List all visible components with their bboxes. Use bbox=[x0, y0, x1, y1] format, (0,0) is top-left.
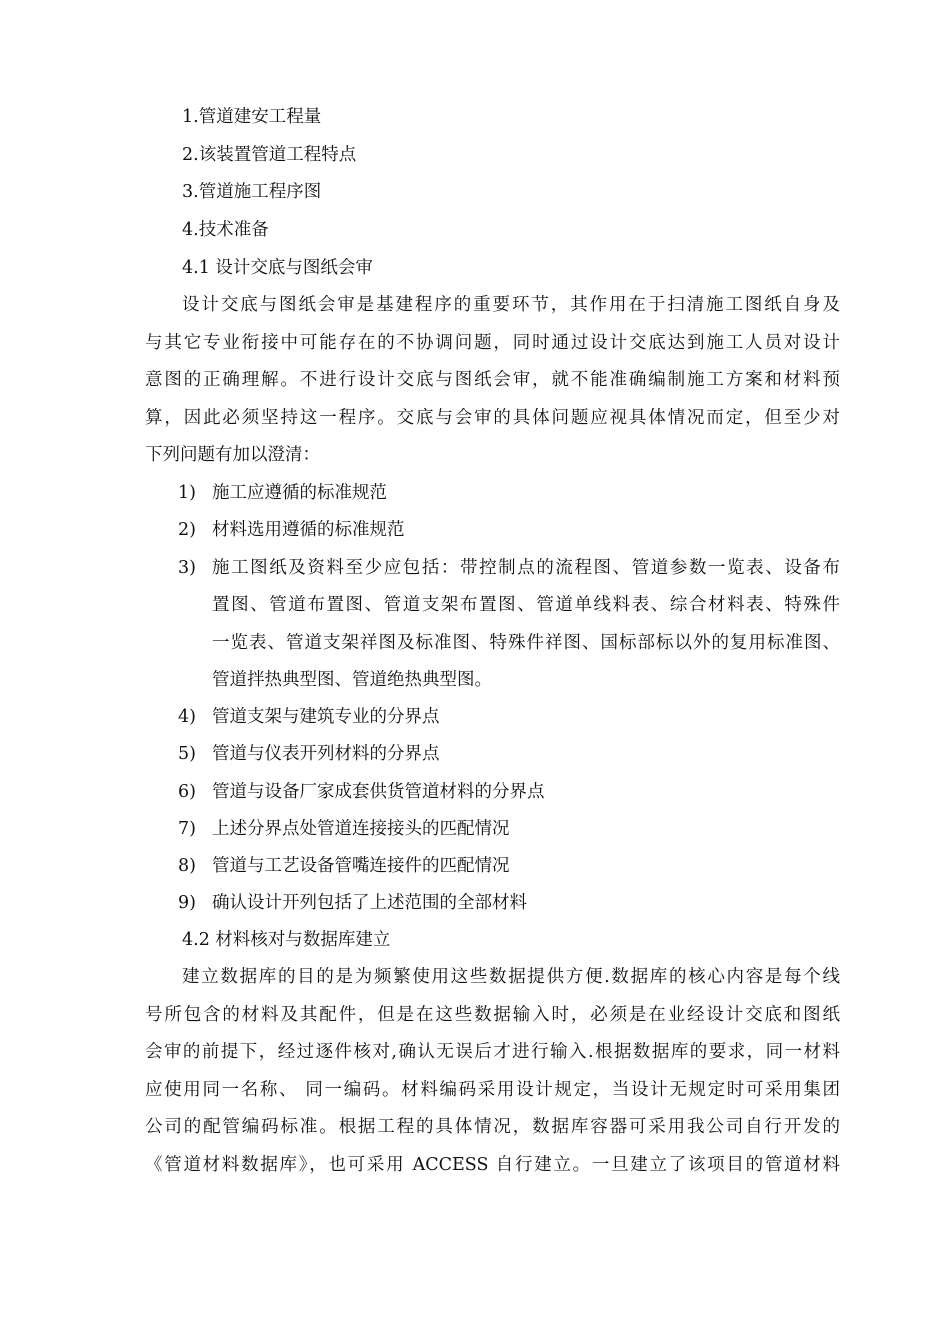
list-item-text: 置图、管道布置图、管道支架布置图、管道单线料表、综合材料表、特殊件 bbox=[212, 595, 840, 615]
heading-1: 1.管道建安工程量 bbox=[182, 107, 322, 127]
paragraph-1-line: 意图的正确理解。不进行设计交底与图纸会审，就不能准确编制施工方案和材料预 bbox=[145, 370, 840, 390]
paragraph-1-line: 下列问题有加以澄清： bbox=[145, 445, 320, 465]
list-item-number: 3) bbox=[178, 558, 196, 578]
heading-3: 3.管道施工程序图 bbox=[182, 182, 322, 202]
list-item-text: 管道与工艺设备管嘴连接件的匹配情况 bbox=[212, 856, 510, 876]
paragraph-2-line: 建立数据库的目的是为频繁使用这些数据提供方便.数据库的核心内容是每个线 bbox=[182, 967, 840, 987]
list-item-text: 管道拌热典型图、管道绝热典型图。 bbox=[212, 670, 492, 690]
list-item-text: 一览表、管道支架祥图及标准图、特殊件祥图、国标部标以外的复用标准图、 bbox=[212, 633, 840, 653]
list-item-number: 9) bbox=[178, 893, 196, 913]
list-item-number: 4) bbox=[178, 707, 196, 727]
list-item-number: 2) bbox=[178, 520, 196, 540]
list-item-text: 材料选用遵循的标准规范 bbox=[212, 520, 405, 540]
list-item-number: 1) bbox=[178, 483, 196, 503]
paragraph-1-line: 与其它专业衔接中可能存在的不协调问题，同时通过设计交底达到施工人员对设计 bbox=[145, 333, 840, 353]
list-item-text: 管道支架与建筑专业的分界点 bbox=[212, 707, 440, 727]
list-item-text: 管道与设备厂家成套供货管道材料的分界点 bbox=[212, 782, 545, 802]
list-item-text: 上述分界点处管道连接接头的匹配情况 bbox=[212, 819, 510, 839]
paragraph-2-line: 会审的前提下，经过逐件核对,确认无误后才进行输入.根据数据库的要求，同一材料 bbox=[145, 1042, 840, 1062]
list-item-number: 5) bbox=[178, 744, 196, 764]
paragraph-2-line: 公司的配管编码标准。根据工程的具体情况，数据库容器可采用我公司自行开发的 bbox=[145, 1117, 840, 1137]
heading-4-1: 4.1 设计交底与图纸会审 bbox=[182, 258, 373, 278]
paragraph-2-line: 应使用同一名称、 同一编码。材料编码采用设计规定，当设计无规定时可采用集团 bbox=[145, 1080, 840, 1100]
heading-4-2: 4.2 材料核对与数据库建立 bbox=[182, 930, 391, 950]
list-item-text: 施工应遵循的标准规范 bbox=[212, 483, 387, 503]
heading-4: 4.技术准备 bbox=[182, 220, 269, 240]
paragraph-1-line: 设计交底与图纸会审是基建程序的重要环节，其作用在于扫清施工图纸自身及 bbox=[182, 295, 840, 315]
list-item-text: 确认设计开列包括了上述范围的全部材料 bbox=[212, 893, 527, 913]
list-item-text: 管道与仪表开列材料的分界点 bbox=[212, 744, 440, 764]
paragraph-2-line: 《管道材料数据库》，也可采用 ACCESS 自行建立。一旦建立了该项目的管道材料 bbox=[145, 1155, 840, 1175]
paragraph-2-line: 号所包含的材料及其配件，但是在这些数据输入时，必须是在业经设计交底和图纸 bbox=[145, 1005, 840, 1025]
paragraph-1-line: 算，因此必须坚持这一程序。交底与会审的具体问题应视具体情况而定，但至少对 bbox=[145, 408, 840, 428]
list-item-number: 7) bbox=[178, 819, 196, 839]
list-item-number: 6) bbox=[178, 782, 196, 802]
list-item-text: 施工图纸及资料至少应包括：带控制点的流程图、管道参数一览表、设备布 bbox=[212, 558, 840, 578]
heading-2: 2.该装置管道工程特点 bbox=[182, 145, 357, 165]
list-item-number: 8) bbox=[178, 856, 196, 876]
